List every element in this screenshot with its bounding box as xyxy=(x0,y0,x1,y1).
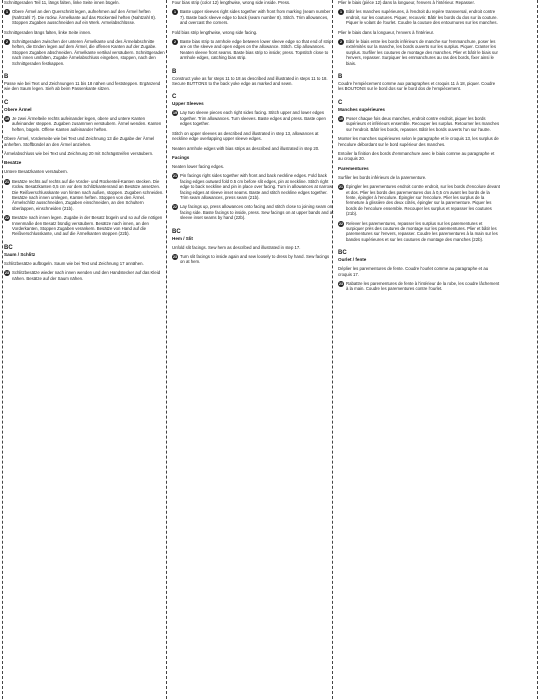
step-number-badge: 19 xyxy=(5,116,9,121)
step-number-badge: 2 xyxy=(6,40,8,45)
step-text: Rabattre les parementures de fente à l'intérieur de la robe, les coudre lâchement à la main. Coudre les parementures contre l'ourlet. xyxy=(346,281,500,292)
step-text: Turn slit facings to inside again and sew loosely to dress by hand. Sew facings on at hem. xyxy=(180,253,330,265)
paragraph: Stitch on upper sleeves as described and illustrated in step 13, allowances at neckline edge overlapping upper sleeve edges. xyxy=(172,130,319,142)
paragraph: Unfold slit facings. Sew hem as described and illustrated in step 17. xyxy=(172,244,301,250)
step-number-badge: 19 xyxy=(173,111,177,116)
paragraph: Plier le biais dans la longueur, l'envers à l'intérieur. xyxy=(338,29,434,35)
section-letter: BC xyxy=(338,250,347,257)
paragraph: Fold bias strip lengthwise, wrong side facing. xyxy=(172,29,258,35)
step-item xyxy=(338,184,500,216)
paragraph: Monter les manches supérieures selon le paragraphe et le croquis 13, les surplus de l'encolure débordant sur le bord supérieur des manches. xyxy=(338,136,499,147)
step-text: Poser chaque fois deux manches, endroit contre endroit, piquer les bords supérieurs et inférieurs ensemble. Recouper les surplus. Retourner les manches sur l'endroit. Bâtir les bords, repasser. Bâtir les bords ouverts l'un sur l'autre. xyxy=(346,115,500,132)
step-number-badge: 21 xyxy=(339,185,343,190)
step-text: Baste bias strip to armhole edge between lower sleeve edge so that end of strip are on the sleeve and open edges on the allowance. Stitch. Clip allowances. Neaten sleeve front seams. Baste bias strip to inside; press. Topstitch close to armhole edges, catching bias strip. xyxy=(180,39,332,61)
section-letter: C xyxy=(4,99,9,106)
step-number-badge: 1 xyxy=(174,10,176,15)
section-letter: BC xyxy=(4,244,13,251)
paragraph: Obere Ärmel, Vorderseite wie bei Text und Zeichnung 13 die Zugabe der Ärmel anheften. Stoffbündel an den Ärmel anziehen. xyxy=(4,136,155,147)
section-heading: Besätze xyxy=(4,160,22,166)
step-number-badge: 23 xyxy=(339,282,343,286)
section-letter: BC xyxy=(172,228,181,235)
paragraph: Déplier les parementures de fente. Coudre l'ourlet comme au paragraphe et au croquis 17. xyxy=(338,266,489,277)
step-number-badge: 1 xyxy=(6,10,8,15)
step-text: Bâtir les manches supérieures, à l'endroit du repère transversal, endroit contre endroit, sur les coutures. Piquer, recouvrir. Bâtir les bords du dos sur la couture. Piquer le volant de l'ourlet. Coudre la couture des entournures sur les manches. xyxy=(346,9,498,26)
section-heading: Facings xyxy=(172,154,190,160)
section-letter: B xyxy=(4,74,9,81)
paragraph: Schlitzbesätze aufbügeln. Saum wie bei Text und Zeichnung 17 annähen. xyxy=(4,260,144,266)
step-text: Épingler les parementures endroit contre endroit, sur les bords d'encolure devant et dos. Plier les bords des parementures dos à 0,5 cm avant les bords de la fente, épingler à l'encolure. Épingler sur l'encolure. Plier les surplus de la fermeture à glissière des deux côtés, épingler sur la parementure. Piquer les bords de l'encolure ensemble. Recouper les surplus et repasser les coutures (21b). xyxy=(346,184,500,217)
section-letter: B xyxy=(338,74,343,81)
step-number-badge: 23 xyxy=(5,271,9,276)
section-letter: B xyxy=(172,68,177,75)
paragraph: Untere Besatzkanten versäubern. xyxy=(4,169,69,175)
step-item xyxy=(4,9,166,25)
step-item xyxy=(4,270,166,281)
paragraph: Ärmelabschluss wie bei Text und Zeichnung 20 mit Schrägstreifen versäubern. xyxy=(4,150,154,156)
step-number-badge: 21 xyxy=(173,174,177,179)
step-text: Je zwei Ärmelteile rechts aufeinander legen, obere und untere Kanten aufeinander steppen. Zugaben zusammen versäubern. Ärmel wenden. Kanten heften, bügeln. Offene Kanten aufeinander heften. xyxy=(12,115,162,132)
step-number-badge: 2 xyxy=(340,40,342,45)
paragraph: Entoiler la finition des bords d'emmanchure avec le biais comme au paragraphe et au croquis 20. xyxy=(338,150,495,162)
step-item xyxy=(172,9,334,25)
step-text: Obere Ärmel an den Querschnitt legen, aufnehmen auf den Ärmel heften (Nahtzahl 7). Die rückw. Ärmelkante auf das Rückenteil heften (Nahtzahl 8). Stoppen Zugaben ausschneiden auf ein Werk. Armelabschlüsse. xyxy=(12,9,157,26)
step-text: Schnittgeraden zwischen der unteren Ärmelkante und des Ärmelabschnitte heften, die Enden legen auf dem Ärmel, die offenen Kanten auf der Zugabe. Stoppen Zugaben abschneiden. Ärmelkante vertikal versäubern. Schnittgeraden nach innen umfalten, Zugabe Ärmelabschluss eingeben, stoppen, nach den Schnittgeraden festkappen. xyxy=(12,39,165,66)
step-item xyxy=(338,116,500,132)
step-item xyxy=(172,204,334,220)
step-number-badge: 1 xyxy=(340,10,342,15)
section-heading: Obere Ärmel xyxy=(4,106,32,112)
section-letter: C xyxy=(338,99,343,106)
paragraph: Passe wie bei Text und Zeichnungen 11 bis 18 nähen und feststeppen. Ergänzend wie den Saum legen. Sieh ab beim Passenkante sitzen. xyxy=(4,81,161,92)
step-text: Lay two sleeve pieces each right sides facing. Stitch upper and lower edges together. Trim allowances. Turn sleeves. Baste edges and press. Baste open edges together. xyxy=(180,110,326,127)
step-item xyxy=(338,281,500,292)
section-heading: Saum / Schlitz xyxy=(4,251,36,257)
section-heading: Manches supérieures xyxy=(338,106,385,112)
step-item xyxy=(4,215,166,237)
column-french xyxy=(334,0,502,296)
column-german xyxy=(0,0,168,285)
step-item xyxy=(4,116,166,132)
step-text: Bâtir le biais entre les bords inférieurs de manche sur l'emmanchure, poser les extrémités sur la manche, les bords ouverts sur les surplus. Piquer. Cranter les surplus. Surfiler les coutures de montage des manches. Plier et bâtir le biais sur l'envers, repasser. Surpiquer les emmanchures au ras des bords, fixer ainsi le biais. xyxy=(346,39,498,66)
step-number-badge: 21 xyxy=(5,179,9,184)
step-number-badge: 2 xyxy=(174,40,176,45)
step-number-badge: 22 xyxy=(173,205,177,210)
paragraph: Coudre l'empiècement comme aux paragraphes et croquis 11 à 18, piquer. Coudre les BOUTONS sur le bord dos sur le bord dos de l'empiècement. xyxy=(338,81,496,92)
step-text: Relever les parementures, repasser les surplus sur les parementures et surpiquer près des coutures de montage sur les parementures. Plier et bâtir les parementures sur l'envers, repasser. Coudre les parementures à la main sur les bandes supérieures et sur les coutures de montage des manches (22b). xyxy=(346,220,498,242)
step-number-badge: 23 xyxy=(173,254,177,259)
step-item xyxy=(338,221,500,243)
step-item xyxy=(172,254,334,265)
step-item xyxy=(4,179,166,211)
step-text: Pin facings right sides together with front and back neckline edges. Fold back facing edges outward fold 0.5 cm before slit edges, pin at neckline. Stitch right edge to back neckline and pin in place over facing. Turn in allowances at narrow facing edges at sleeve inset seams. Baste and stitch neckline edges together. Trim seam allowances, press seam (21b). xyxy=(180,173,333,200)
column-english xyxy=(168,0,336,269)
step-number-badge: 22 xyxy=(5,216,9,221)
top-line: Schnittgeraden Teil 11, längs falten, linke Seite innen bügeln. xyxy=(4,0,120,5)
top-line: Four bias strip (color 12) lengthwise, wrong side inside. Press. xyxy=(172,0,291,5)
cut-line-right xyxy=(537,0,538,699)
step-item xyxy=(4,39,166,66)
section-letter: C xyxy=(172,94,177,101)
step-text: Besätze nach innen legen. Zugabe in der Besatz bügeln und so auf die nötigen Innenmaße den Besatz bündig versäubern. Besätze nach innen, an den Vorderkanten, Stoppen Zugaben verankern. Besätze von Hand auf die Reißverschlusskante, und auf die Ärmelkanten steppen (22b). xyxy=(12,215,163,237)
step-text: Schlitzbesätze wieder nach innen wenden und den Handstecker auf das Kleid nähen. Besätze auf der Saum nähen. xyxy=(12,270,161,281)
top-line: Plier le biais (pièce 12) dans la longueur, l'envers à l'intérieur. Repasser. xyxy=(338,0,475,5)
section-heading: Upper Sleeves xyxy=(172,101,204,107)
step-item xyxy=(338,39,500,66)
step-item xyxy=(172,173,334,200)
paragraph: Construct yoke as for steps 11 to 18 as described and illustrated in steps 11 to 18. Secure BUTTONS to the back yoke edge as marked and sewn. xyxy=(172,75,328,87)
step-text: Baste upper sleeves right sides together with front from marking (seam number 7). Baste back sleeve edge to back (seam number 8). Stitch. Trim allowances, and overcast the corners. xyxy=(180,9,331,26)
paragraph: Neaten armhole edges with bias strips as described and illustrated in step 20. xyxy=(172,145,320,151)
step-text: Besätze rechts auf rechts auf die Vorder- und Rückenteil-Kanten stecken. Die rückw. Besatzkanten 0,5 cm vor dem Schlitzkantenrand an Besätze ansetzen. Die Reißverschlusskante von hinten nach außen, stoppen. Zugaben schneiden. Besätze nach innen umlegen, Kanten heften. Stoppen von den Ärmel. Ärmelschlitz ausschneiden, Zugaben einschneiden, an den Schultern überlappen, einschneiden (21b). xyxy=(12,178,164,211)
section-heading: Hem / Slit xyxy=(172,235,193,241)
paragraph: Neaten lower facing edges. xyxy=(172,163,225,169)
step-number-badge: 22 xyxy=(339,221,343,226)
paragraph: Schnittgeraden längs falten, linke Seite innen. xyxy=(4,29,92,35)
paragraph: Surfiler les bords inférieurs de la parementure. xyxy=(338,174,427,180)
step-text: Lay facings up, press allowances onto facing and stitch close to joining seam on facing side. Baste facings to inside, press. Sew facings on at upper bands and at sleeve inset seams by hand (22b). xyxy=(180,204,334,221)
step-number-badge: 19 xyxy=(339,116,343,121)
step-item xyxy=(172,39,334,61)
step-item xyxy=(338,9,500,25)
section-heading: Ourlet / fente xyxy=(338,257,367,263)
step-item xyxy=(172,110,334,126)
section-heading: Parementures xyxy=(338,165,369,171)
